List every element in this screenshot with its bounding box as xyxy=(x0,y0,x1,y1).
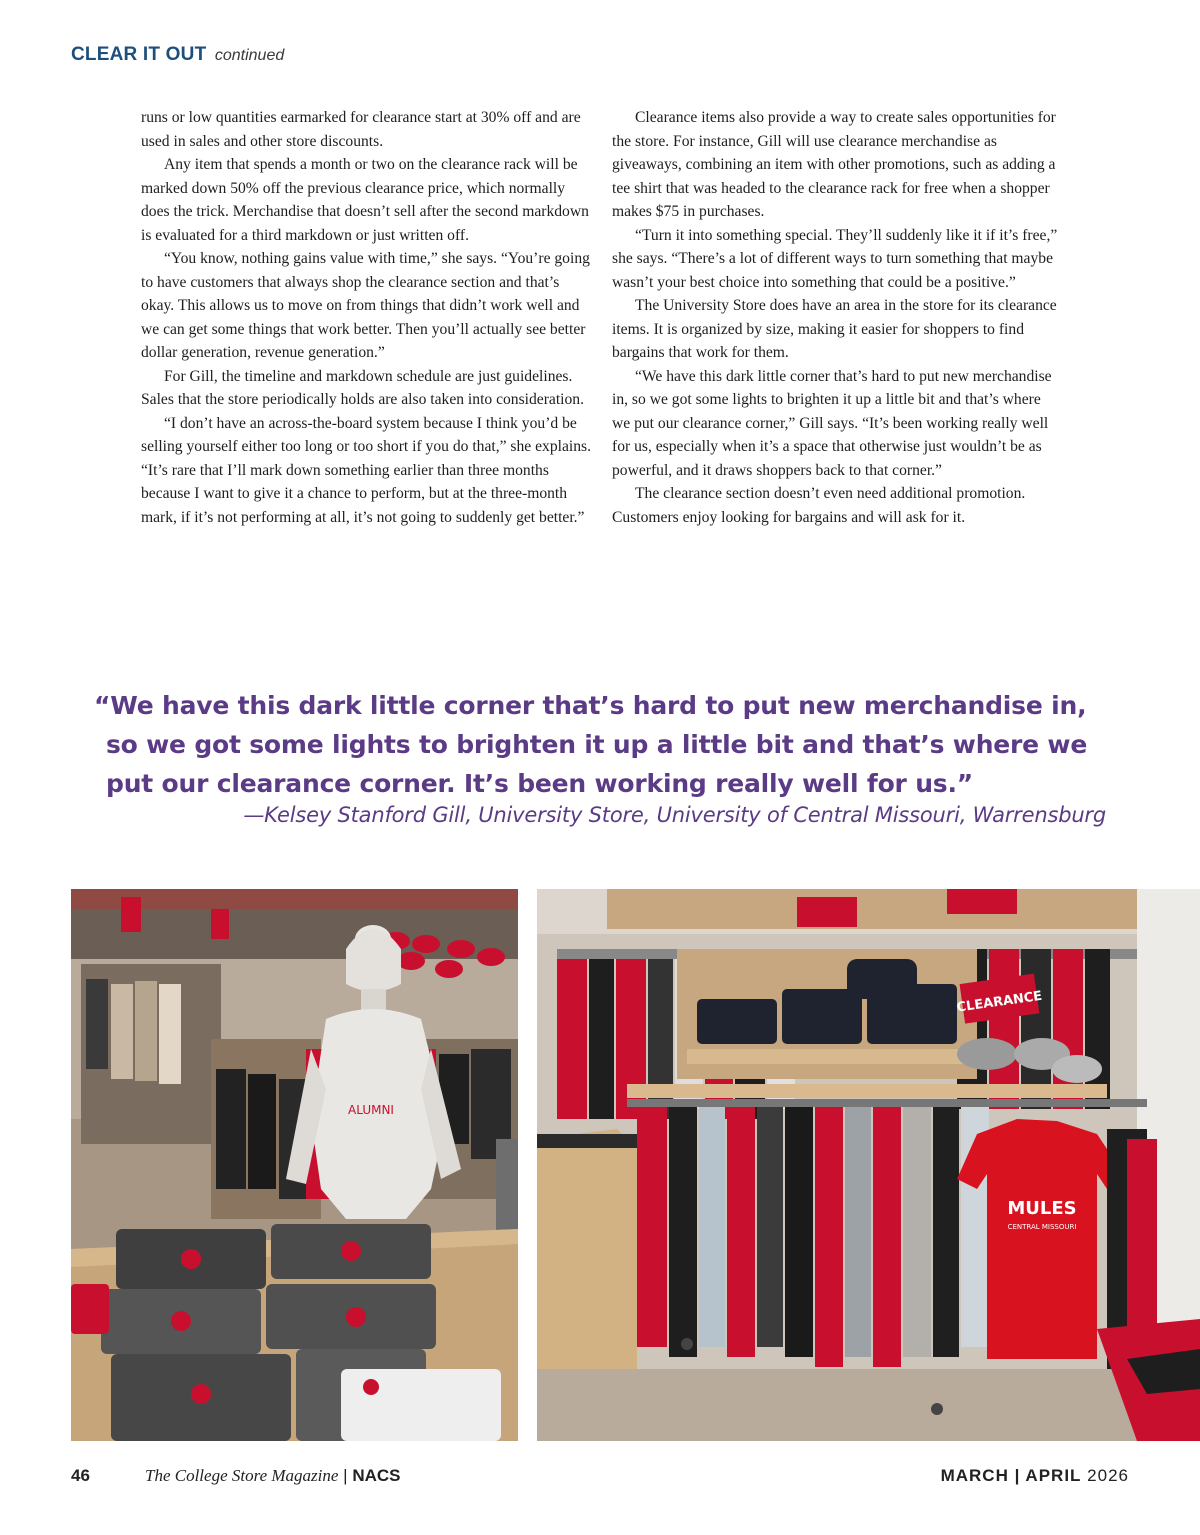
section-header xyxy=(71,44,284,66)
org-name: NACS xyxy=(352,1466,401,1485)
paragraph: The University Store does have an area in the store for its clearance items. It is organized by size, making it easier for shoppers to find bargains that work for them. xyxy=(612,297,1057,361)
pull-quote-text: “We have this dark little corner that’s hard to put new merchandise in, so we got some lights to brighten it up a little bit and that’s where we put our clearance corner. It’s been working really well for us.” xyxy=(94,691,1088,798)
paragraph: The clearance section doesn’t even need additional promotion. Customers enjoy looking for bargains and will ask for it. xyxy=(612,485,1026,526)
issue-months: MARCH | APRIL xyxy=(940,1466,1082,1485)
paragraph: “Turn it into something special. They’ll suddenly like it if it’s free,” she says. “There’s a lot of different ways to turn something that maybe wasn’t your best choice into something that could be a positive.” xyxy=(612,226,1058,291)
mules-shirt-text: MULES xyxy=(1007,1198,1077,1219)
paragraph: “You know, nothing gains value with time,” she says. “You’re going to have customers that always shop the clearance section and that’s okay. This allows us to move on from things that didn’t work well and we can get some things that work better. Then you’ll actually see better dollar generation, revenue generation.” xyxy=(141,250,590,361)
clearance-sign-text: CLEARANCE xyxy=(955,988,1044,1016)
svg-text:ALUMNI: ALUMNI xyxy=(348,1103,394,1117)
paragraph: “I don’t have an across-the-board system because I think you’d be selling yourself either too long or too short if you do that,” she explains. “It’s rare that I’ll mark down something earlier than three months because I want to give it a chance to perform, but at the three-month mark, if it’s not performing at all, it’s not going to suddenly get better.” xyxy=(141,414,591,526)
continued-label: continued xyxy=(214,47,285,64)
section-title: CLEAR IT OUT xyxy=(71,44,207,65)
paragraph: runs or low quantities earmarked for clearance start at 30% off and are used in sales and other store discounts. xyxy=(141,109,581,150)
mules-shirt-subtext: CENTRAL MISSOURI xyxy=(1007,1223,1077,1231)
magazine-credit xyxy=(145,1466,400,1486)
store-photo-clearance-corner xyxy=(537,889,1200,1441)
footer-separator: | xyxy=(338,1466,353,1485)
issue-date xyxy=(941,1466,1129,1486)
paragraph: “We have this dark little corner that’s hard to put new merchandise in, so we got some lights to brighten it up a little bit and that’s where we put our clearance corner,” Gill says. “It’s been working really well for us, especially when it’s a space that otherwise just wouldn’t be as powerful, and it draws shoppers back to that corner.” xyxy=(612,367,1052,479)
issue-year: 2026 xyxy=(1087,1466,1129,1485)
paragraph: Clearance items also provide a way to create sales opportunities for the store. For instance, Gill will use clearance merchandise as giveaways, combining an item with other promotions, such as adding a tee shirt that was headed to the clearance rack for free when a shopper makes $75 in purchases. xyxy=(612,109,1056,220)
paragraph: For Gill, the timeline and markdown schedule are just guidelines. Sales that the store periodically holds are also taken into consideration. xyxy=(141,367,584,408)
pull-quote xyxy=(94,686,1124,827)
paragraph: Any item that spends a month or two on the clearance rack will be marked down 50% off the previous clearance price, which normally does the trick. Merchandise that doesn’t sell after the second markdown is evaluated for a third markdown or just written off. xyxy=(141,156,589,244)
store-photo-mannequin xyxy=(71,889,518,1441)
article-column-right xyxy=(612,106,1062,529)
page-number: 46 xyxy=(71,1466,90,1485)
magazine-title: The College Store Magazine xyxy=(145,1466,339,1485)
article-column-left xyxy=(141,106,591,529)
pull-quote-attribution: —Kelsey Stanford Gill, University Store, University of Central Missouri, Warrensburg xyxy=(243,803,1106,827)
